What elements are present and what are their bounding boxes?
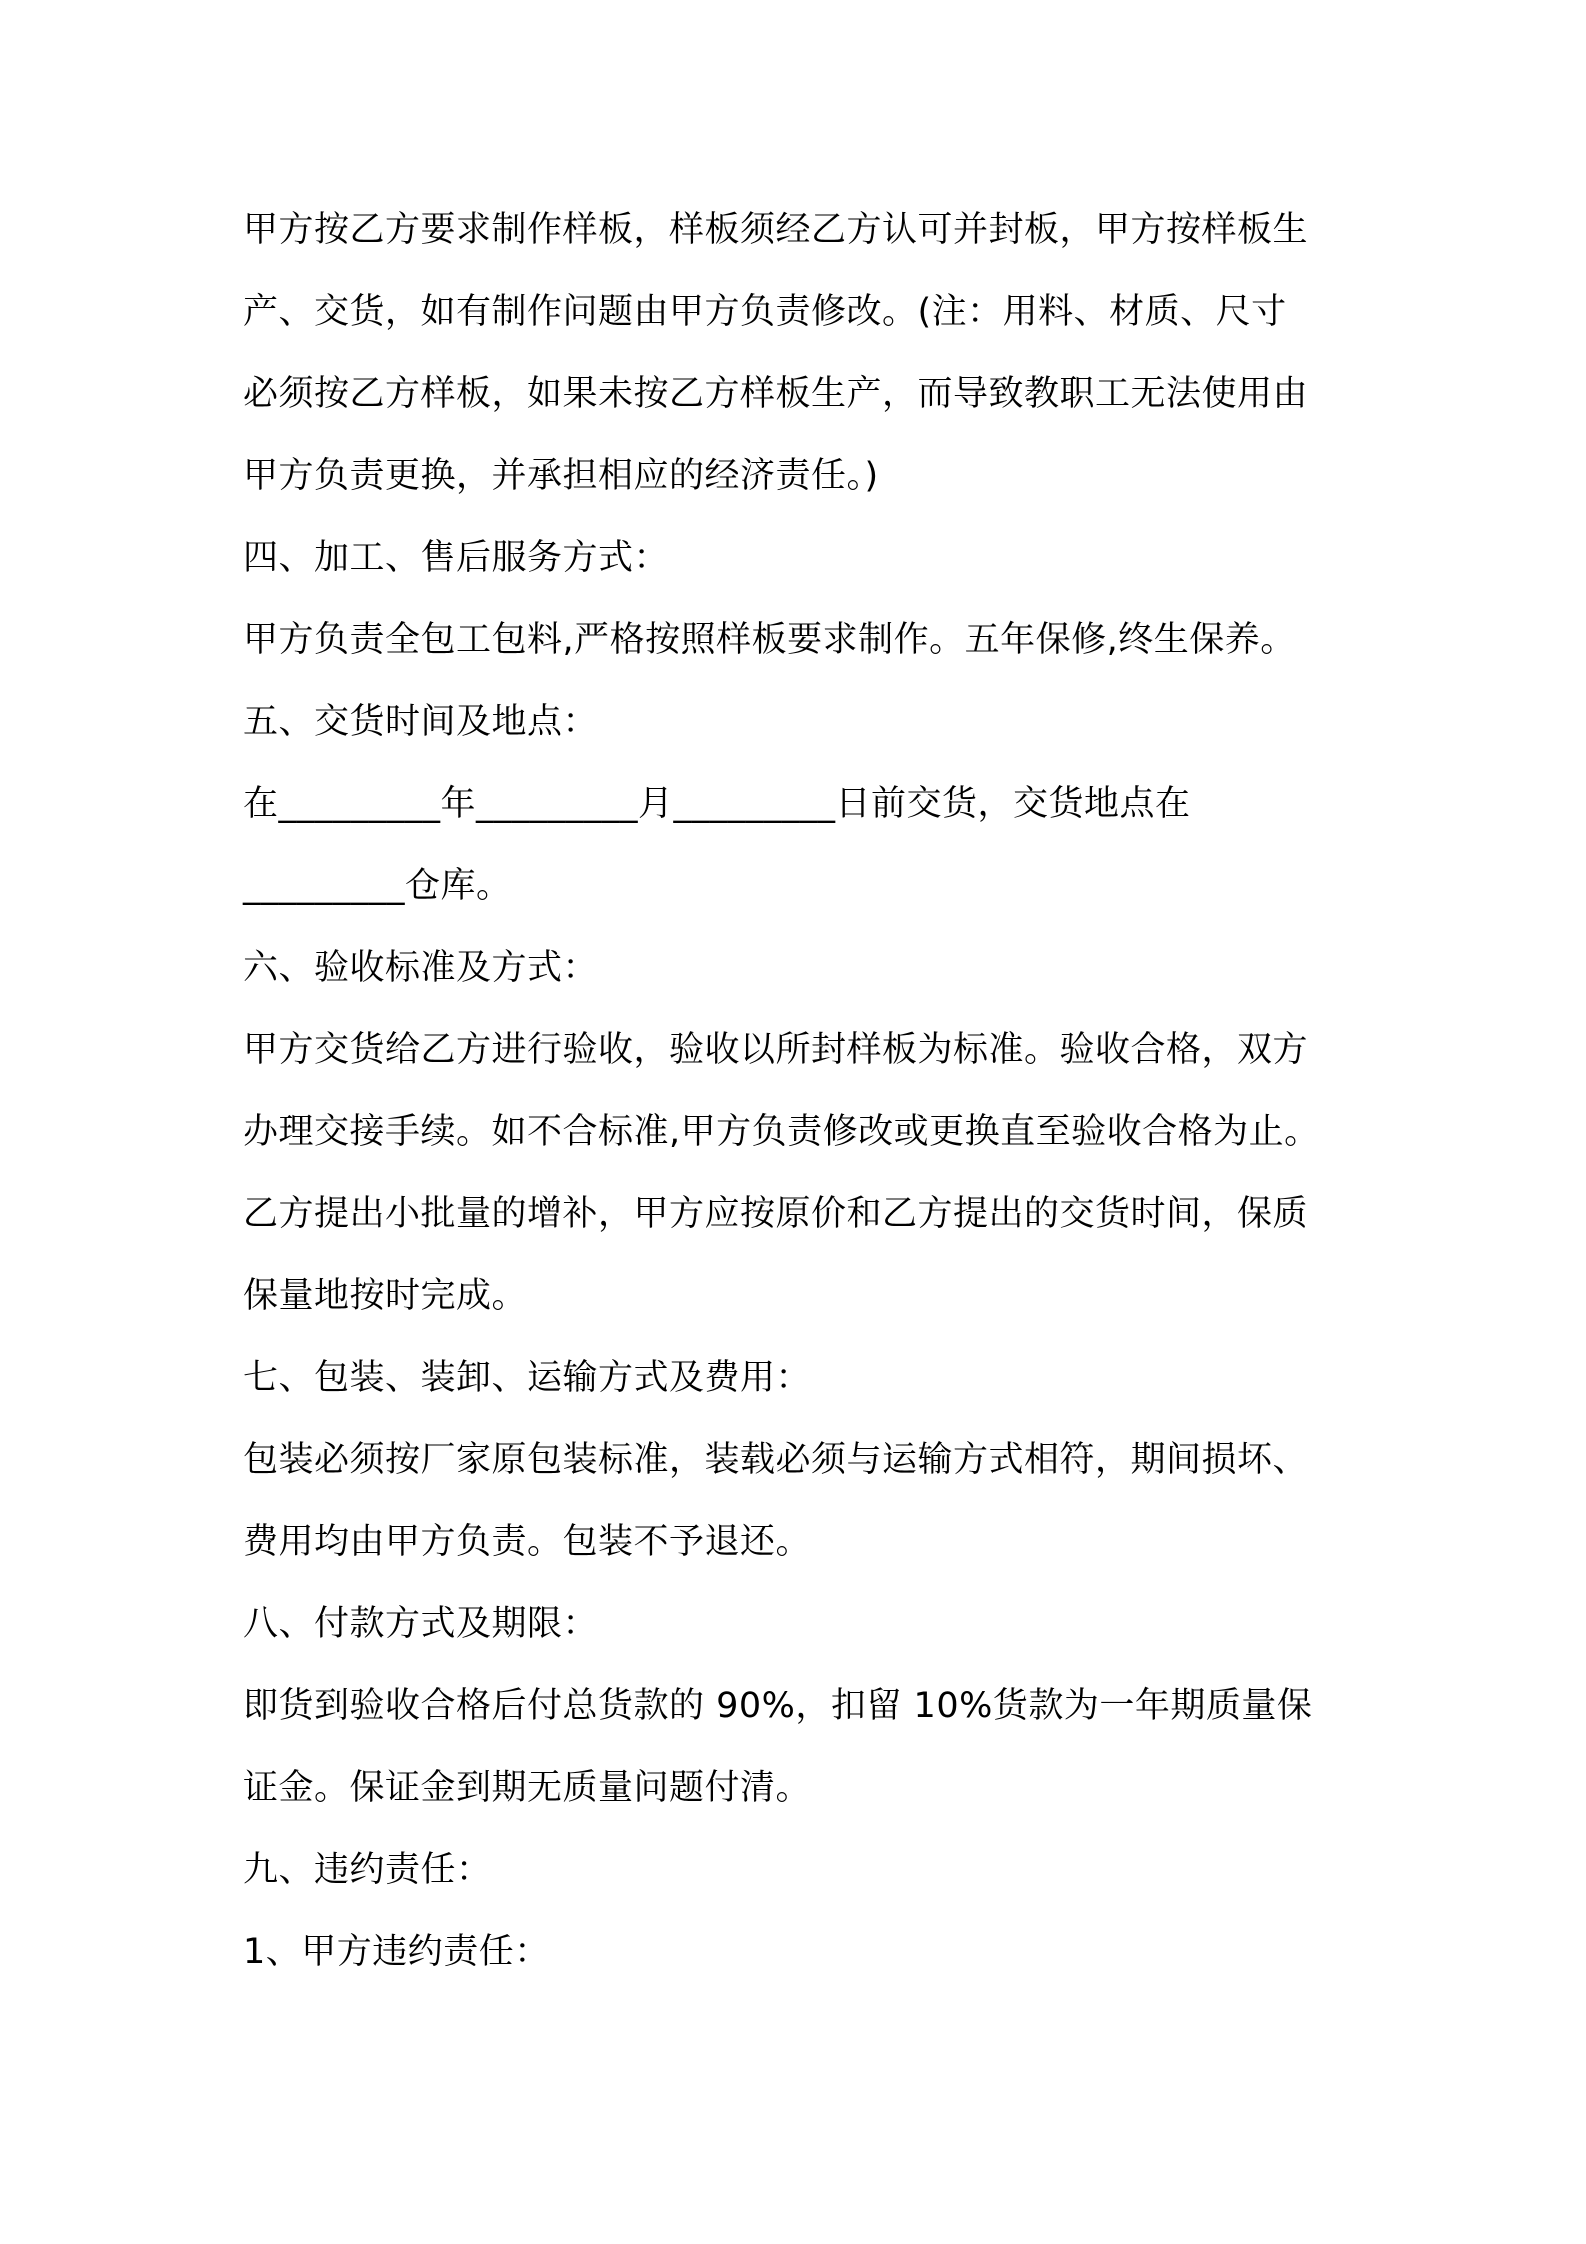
section-heading: 四、加工、售后服务方式： <box>243 538 670 578</box>
section-heading: 五、交货时间及地点： <box>243 702 599 742</box>
paragraph-line: 必须按乙方样板，如果未按乙方样板生产，而导致教职工无法使用由 <box>243 374 1309 414</box>
section-heading: 八、付款方式及期限： <box>243 1604 599 1644</box>
paragraph-line: 办理交接手续。如不合标准,甲方负责修改或更换直至验收合格为止。 <box>243 1112 1320 1152</box>
paragraph-line: 在_________年_________月_________日前交货，交货地点在 <box>243 784 1191 824</box>
paragraph-line: 包装必须按厂家原包装标准，装载必须与运输方式相符，期间损坏、 <box>243 1440 1309 1480</box>
paragraph-line: 证金。保证金到期无质量问题付清。 <box>243 1768 812 1808</box>
paragraph-line: 保量地按时完成。 <box>243 1276 528 1316</box>
section-heading: 六、验收标准及方式： <box>243 948 599 988</box>
section-heading: 七、包装、装卸、运输方式及费用： <box>243 1358 812 1398</box>
paragraph-line: 乙方提出小批量的增补，甲方应按原价和乙方提出的交货时间，保质 <box>243 1194 1309 1234</box>
section-heading: 九、违约责任： <box>243 1850 492 1890</box>
paragraph-line: 甲方按乙方要求制作样板，样板须经乙方认可并封板，甲方按样板生 <box>243 210 1309 250</box>
paragraph-line: 费用均由甲方负责。包装不予退还。 <box>243 1522 812 1562</box>
paragraph-line: 甲方负责全包工包料,严格按照样板要求制作。五年保修,终生保养。 <box>243 620 1296 660</box>
paragraph-line: _________仓库。 <box>243 866 512 906</box>
paragraph-line: 产、交货，如有制作问题由甲方负责修改。(注：用料、材质、尺寸 <box>243 292 1287 332</box>
paragraph-line: 甲方交货给乙方进行验收，验收以所封样板为标准。验收合格，双方 <box>243 1030 1309 1070</box>
paragraph-line: 甲方负责更换，并承担相应的经济责任。) <box>243 456 879 496</box>
paragraph-line: 即货到验收合格后付总货款的 90%，扣留 10%货款为一年期质量保 <box>243 1686 1313 1726</box>
subsection-heading: 1、甲方违约责任： <box>243 1932 550 1972</box>
